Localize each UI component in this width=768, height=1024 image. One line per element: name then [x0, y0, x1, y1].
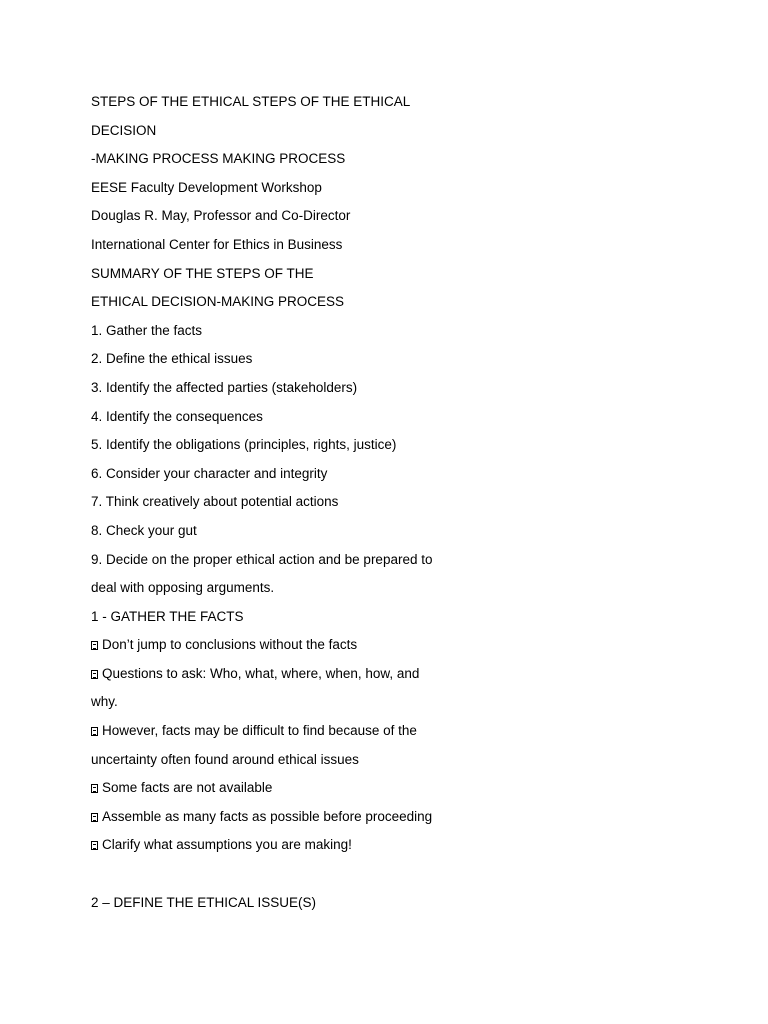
bullet-icon — [91, 841, 98, 850]
step-item: 6. Consider your character and integrity — [91, 465, 328, 481]
step-item: 4. Identify the consequences — [91, 408, 263, 424]
bullet-icon — [91, 670, 98, 679]
bullet-item — [91, 717, 471, 746]
workshop-name: EESE Faculty Development Workshop — [91, 179, 322, 195]
step-item: 2. Define the ethical issues — [91, 351, 253, 367]
step-item: deal with opposing arguments. — [91, 580, 275, 596]
section-heading: 2 – DEFINE THE ETHICAL ISSUE(S) — [91, 894, 317, 910]
bullet-icon — [91, 813, 98, 822]
step-item: 8. Check your gut — [91, 522, 197, 538]
blank-line — [91, 860, 471, 889]
bullet-item — [91, 631, 471, 660]
bullet-item — [91, 803, 471, 832]
summary-heading: SUMMARY OF THE STEPS OF THE — [91, 265, 314, 281]
bullet-item — [91, 660, 471, 689]
title-line: DECISION — [91, 122, 157, 138]
author-line: Douglas R. May, Professor and Co-Director — [91, 208, 351, 224]
step-item: 1. Gather the facts — [91, 322, 203, 338]
step-item: 9. Decide on the proper ethical action and be prepared to — [91, 551, 433, 567]
summary-heading: ETHICAL DECISION-MAKING PROCESS — [91, 294, 345, 310]
bullet-text: However, facts may be difficult to find because of the — [102, 723, 417, 739]
bullet-text: Clarify what assumptions you are making! — [102, 837, 352, 853]
document-body — [91, 88, 471, 917]
bullet-item — [91, 774, 471, 803]
step-item: 3. Identify the affected parties (stakeholders) — [91, 379, 358, 395]
step-item: 5. Identify the obligations (principles, rights, justice) — [91, 437, 397, 453]
bullet-item — [91, 831, 471, 860]
bullet-text: Questions to ask: Who, what, where, when, how, and — [102, 665, 420, 681]
title-line: -MAKING PROCESS MAKING PROCESS — [91, 151, 346, 167]
bullet-text: Assemble as many facts as possible before proceeding — [102, 808, 433, 824]
bullet-icon — [91, 784, 98, 793]
bullet-icon — [91, 641, 98, 650]
title-line: STEPS OF THE ETHICAL STEPS OF THE ETHICAL — [91, 94, 411, 109]
bullet-continuation: why. — [91, 694, 118, 710]
bullet-continuation: uncertainty often found around ethical issues — [91, 751, 359, 767]
organization-line: International Center for Ethics in Business — [91, 236, 343, 252]
bullet-text: Don’t jump to conclusions without the facts — [102, 637, 358, 653]
step-item: 7. Think creatively about potential actions — [91, 494, 339, 510]
bullet-text: Some facts are not available — [102, 780, 273, 796]
section-heading: 1 - GATHER THE FACTS — [91, 608, 244, 624]
bullet-icon — [91, 727, 98, 736]
